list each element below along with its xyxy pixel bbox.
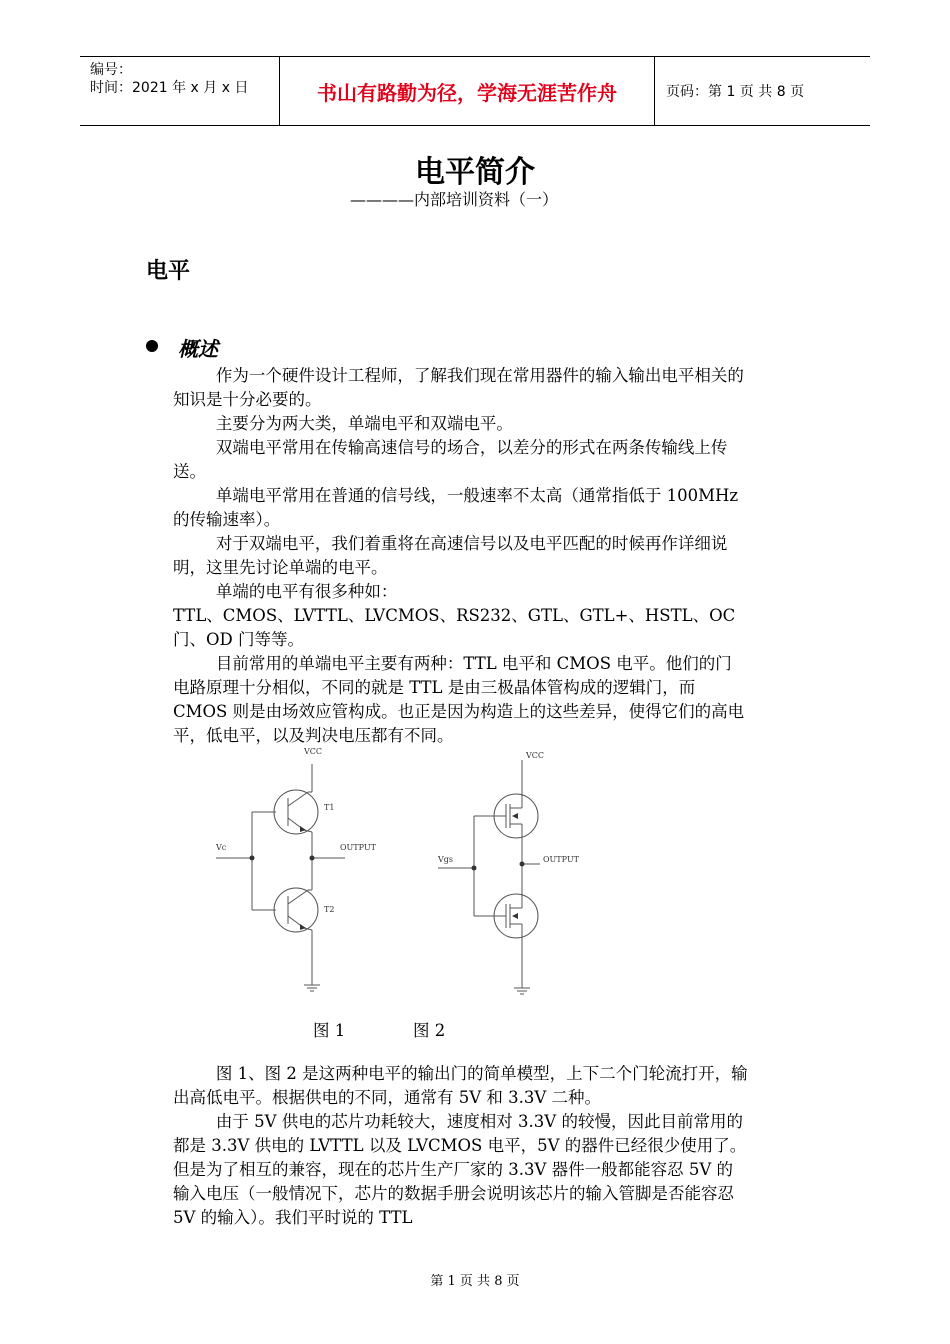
fig1-t1-label: T1 <box>324 803 335 812</box>
number-label: 编号： <box>90 62 132 78</box>
paragraph: 单端电平常用在普通的信号线，一般速率不太高（通常指低于 100MHz 的传输速率）。 <box>173 486 739 529</box>
fig2-input-label: Vgs <box>438 855 454 864</box>
fig2-output-label: OUTPUT <box>543 855 579 864</box>
paragraph: 主要分为两大类，单端电平和双端电平。 <box>215 414 513 433</box>
header-meta <box>80 57 280 125</box>
fig1-input-label: Vc <box>216 843 227 852</box>
header-page-info: 页码：第 1 页 共 8 页 <box>666 84 805 100</box>
paragraph: 由于 5V 供电的芯片功耗较大，速度相对 3.3V 的较慢，因此目前常用的都是 3.3V 供电的 LVTTL 以及 LVCMOS 电平，5V 的器件已经很少使用了。但是为了相互的兼容，现在的芯片生产厂家的 3.3V 器件一般都能容忍 5V 的输入电压（一般情况下，芯片的数据手册会说明该芯片的输入管脚是否能容忍 5V 的输入）。我们平时说的 TTL <box>173 1112 747 1227</box>
figure-1-caption: 图 1 <box>313 1021 346 1040</box>
fig2-vcc-label: VCC <box>526 751 545 760</box>
body-text <box>173 364 748 748</box>
paragraph: 作为一个硬件设计工程师，了解我们现在常用器件的输入输出电平相关的知识是十分必要的。 <box>173 366 744 409</box>
page-title: 电平简介 <box>415 155 535 190</box>
body-text-2 <box>173 1062 748 1230</box>
paragraph: 单端的电平有很多种如： <box>215 582 398 601</box>
header-table <box>80 56 870 126</box>
figure-2-caption: 图 2 <box>413 1021 446 1040</box>
bullet-icon <box>146 340 158 352</box>
fig1-output-label: OUTPUT <box>340 843 376 852</box>
paragraph: 对于双端电平，我们着重将在高速信号以及电平匹配的时候再作详细说明，这里先讨论单端的电平。 <box>173 534 728 577</box>
header-motto: 书山有路勤为径，学海无涯苦作舟 <box>280 57 655 125</box>
page-footer: 第 1 页 共 8 页 <box>430 1274 520 1289</box>
section-heading: 电平 <box>146 259 191 284</box>
subsection-heading: 概述 <box>178 337 218 361</box>
paragraph: 目前常用的单端电平主要有两种：TTL 电平和 CMOS 电平。他们的门电路原理十分相似，不同的就是 TTL 是由三极晶体管构成的逻辑门，而 CMOS 则是由场效应管构成。也正是因为构造上的这些差异，使得它们的高电平，低电平，以及判决电压都有不同。 <box>173 654 745 745</box>
time-label: 时间：2021 年 x 月 x 日 <box>90 80 249 96</box>
paragraph: 双端电平常用在传输高速信号的场合，以差分的形式在两条传输线上传送。 <box>173 438 728 481</box>
paragraph: TTL、CMOS、LVTTL、LVCMOS、RS232、GTL、GTL+、HSTL、OC 门、OD 门等等。 <box>173 606 736 649</box>
fig1-vcc-label: VCC <box>304 747 323 756</box>
circuit-figure <box>200 740 600 1000</box>
paragraph: 图 1、图 2 是这两种电平的输出门的简单模型，上下二个门轮流打开，输出高低电平。根据供电的不同，通常有 5V 和 3.3V 二种。 <box>173 1064 748 1107</box>
page-subtitle: ————内部培训资料（一） <box>350 190 559 209</box>
fig1-t2-label: T2 <box>324 905 335 914</box>
